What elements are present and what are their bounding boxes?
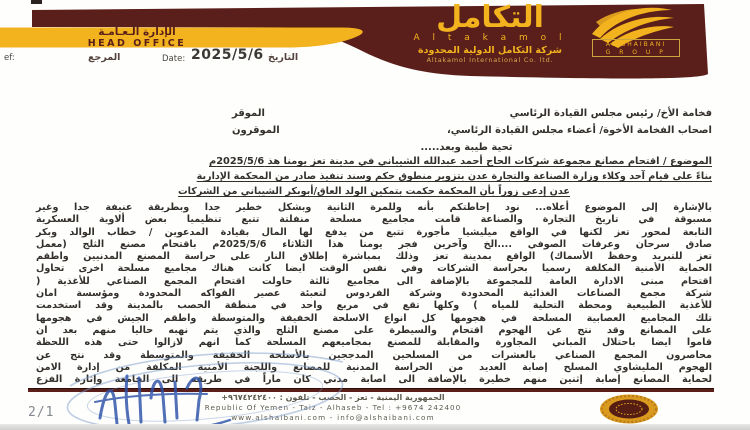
logo-arabic-wordmark: التكامل [436,0,544,35]
addressee-row-1 [36,108,712,125]
logo-subtitle-arabic: شركة التكامل الدولية المحدودة [418,45,562,56]
addressee-row-2 [36,125,712,142]
date-label-en: Date: [162,54,186,64]
date-label-ar: التاريخ [268,52,299,63]
body-line: تلك المجاميع العصابية المسلحة في هجومها كل انواع الاسلحة الخفيفة والمتوسطة واطقم الجيش في هجومها [36,312,712,324]
stamp-and-signature [55,338,355,430]
ref-label-en: ef: [4,53,15,63]
reference-date-row [0,0,750,70]
body-line: اقتحام مبنى الادارة العامة للمجموعة بالإضافة الى مجاميع ثالثة حاولت اقتحام المجمع الصناعي للأغذية ( [36,275,712,287]
logo-latin-wordmark: A l t a k a m o l [413,33,567,43]
body-line: تعز للتبريد وحفظ الأسماك) الواقع بمدينة تعز وذلك بمباشرة إطلاق النار على حراسة المصنع المدنيين واطقم [36,251,712,263]
greeting-line: تحية طيبة وبعد..... [420,142,513,153]
subject-line: الموضوع / اقتحام مصانع مجموعة شركات الحاج أحمد عبدالله الشيباني في مدينة تعز يومنا هذ 2025/5/6م [209,156,712,167]
group-badge-line1: AL-SHAIBANI [605,41,667,48]
body-line: الهجوم المليشاوي المسلح إصابة العديد من الحراسة المدنية للمصانع واللجنة الأمنية المكلفة من إدارة الامن [36,361,712,373]
signature-icon [95,376,230,430]
footer-web-email: www.alshaibani.com - info@alshaibani.com [231,413,435,422]
logo-subtitle-english: Altakamol International Co. ltd. [426,56,554,64]
intro-line-2: عدن إدعى زوراً بأن المحكمة حكمت بتمكين الولد العاق/أبوبكر الشيباني من الشركات [178,186,570,197]
body-line: محاصرون المجمع الصناعي بالعشرات من المسلحين المدججين بالأسلحة الخفيفة والمتوسطة وقد نتج عن [36,349,712,361]
honorific-1: الموقر [232,108,265,119]
honorific-2: الموقرون [232,125,280,136]
group-badge-line2: G R O U P [605,49,667,56]
body-line: الحماية الأمنية المكلفة رسميا بحراسة الشركات وفي نفس الوقت ايضا كانت هناك مجاميع مسلحة اخرى تحاول [36,263,712,275]
addressee-1: فخامة الأخ/ رئيس مجلس القيادة الرئاسي [509,108,712,119]
footer-address-arabic: الجمهورية اليمنية - تعز - الحصب - تلفون : ٩٦٧٤٢٤٢٤٠٠+ [221,393,445,402]
body-line: شركة مجمع الصناعات الغذائية المحدودة وشركة الفردوس لتعبئة عصير الفواكه المحدودة ومؤسسة امان [36,288,712,300]
body-line: قاموا ايضا باحتلال المباني المجاورة والمقابلة للمصنع بمجاميعهم المسلحة كما انهم لازالوا حتى هذه اللحظة [36,337,712,349]
company-seal-icon [597,392,661,426]
date-value: 2025/5/6 [191,47,264,63]
scan-bottom-edge [0,424,750,430]
head-office-arabic: الإدارة الـعـامـة [98,26,176,38]
body-line: على المصانع وقد نتج عن الهجوم اقتحام والسيطرة على مصنع الثلج والذي يتم نهبه حاليا منهم بعد ان [36,324,712,336]
body-line: التابعة لمحور تعز لكنها في الواقع ميليشيا مأجورة تتبع من يدفع لها المال بقيادة المدعوين / خطاب الوالد وبكر [36,226,712,238]
ref-label-ar: المرجع [88,52,121,63]
intro-line-1: بناءً على قيام آحد وكلاء وزارة الصناعة والتجارة عدن بتزوير منطوق حكم وسند تنفيذ صادر من المحكمة الإدارية [196,171,712,182]
body-line: صادق سرحان وعرفات الصوفي ....الخ وآخرين فجر يومنا هذا الثلاثاء 2025/5/6م باقتحام مصنع الثلج (معمل [36,238,712,250]
body-line: بالإشارة إلى الموضوع أعلاه... نود إحاطتكم بأنه وللمرة الثانية وبشكل خطير جدا وبطريقة عنيفة جدا وغير [36,202,712,213]
head-office-english: HEAD OFFICE [87,38,187,49]
addressee-2: اصحاب الفخامة الأخوة/ أعضاء مجلس القيادة الرئاسي، [446,125,712,136]
body-line: للأغذية الطبيعية ومحطة التحلية للمياه ) وكلها تقع في مربع واحد في منطقة الحصب بالمدينة وقد استخدمت [36,300,712,312]
page-number: 2/1 [28,405,55,420]
body-line: مسبوقة في تاريخ التجارة والصناعة قامت مجاميع مسلحة منفلتة تتبع تنظيميا بعض ألاوية العسكرية [36,214,712,226]
body-line: لحماية المصانع إصابة إثنين منهم خطيرة بالإضافة الى اصابة مدني كان ماراً في طريقه الى الجامعة وإثارة الفزع [36,374,712,386]
footer-address-english: Republic Of Yemen - Taiz - Alhaseb - Tel : +9674 242400 [204,403,462,412]
